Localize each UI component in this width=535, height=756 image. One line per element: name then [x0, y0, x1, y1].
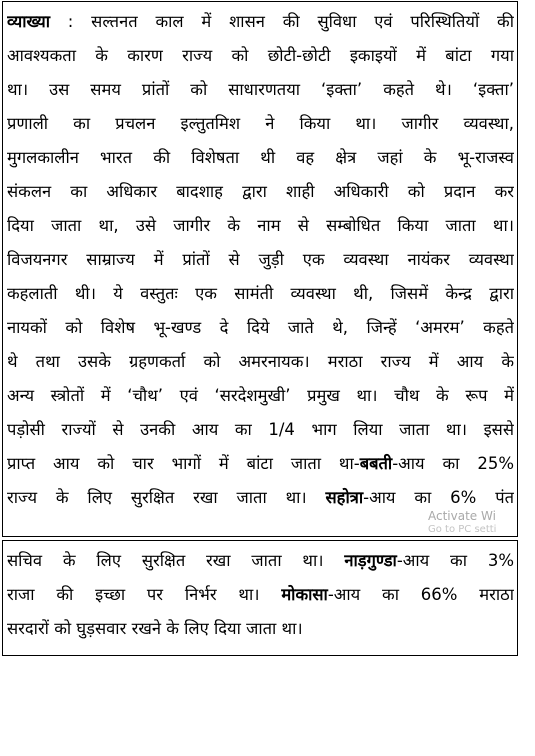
- watermark-line: Activate Wi: [428, 509, 496, 523]
- line-text: -आय का 25%: [392, 454, 514, 473]
- term-nadgunda: नाड़गुण्डा: [344, 551, 397, 570]
- text-block-continuation: [2, 540, 518, 656]
- text-line: मुगलकालीन भारत की विशेषता थी वह क्षेत्र जहां के भू-राजस्व: [7, 148, 514, 167]
- text-line: था। उस समय प्रांतों को साधारणतया ‘इक्ता’ कहते थे। ‘इक्ता’: [7, 80, 514, 99]
- line-text: राज्य के लिए सुरक्षित रखा जाता था।: [7, 488, 326, 507]
- text-line: [7, 447, 514, 481]
- text-line: [7, 544, 514, 578]
- line-text: -आय का 6% पंत: [363, 488, 514, 507]
- text-line: विजयनगर साम्राज्य में प्रांतों से जुड़ी एक व्यवस्था नायंकर व्यवस्था: [7, 250, 514, 269]
- text-line: [7, 5, 514, 39]
- line-text: : सल्तनत काल में शासन की सुविधा एवं परिस्थितियों की: [67, 12, 514, 31]
- text-line: कहलाती थी। ये वस्तुतः एक सामंती व्यवस्था थी, जिसमें केन्द्र द्वारा: [7, 284, 514, 303]
- term-babati: बबती: [359, 454, 393, 473]
- line-text: प्राप्त आय को चार भागों में बांटा जाता था-: [7, 454, 360, 473]
- text-line: नायकों को विशेष भू-खण्ड दे दिये जाते थे, जिन्हें ‘अमरम’ कहते: [7, 318, 514, 337]
- text-line: दिया जाता था, उसे जागीर के नाम से सम्बोधित किया जाता था।: [7, 216, 514, 235]
- heading-vyakhya: व्याख्या: [7, 12, 50, 31]
- text-line: संकलन का अधिकार बादशाह द्वारा शाही अधिकारी को प्रदान कर: [7, 182, 514, 201]
- text-line: [7, 578, 514, 612]
- line-text: राजा की इच्छा पर निर्भर था।: [7, 585, 282, 604]
- text-block-main: [2, 1, 518, 537]
- text-line: अन्य स्त्रोतों में ‘चौथ’ एवं ‘सरदेशमुखी’ प्रमुख था। चौथ के रूप में: [7, 386, 514, 405]
- watermark-line: Go to PC setti: [428, 524, 497, 535]
- text-line: प्रणाली का प्रचलन इल्तुतमिश ने किया था। जागीर व्यवस्था,: [7, 114, 514, 133]
- term-mokasa: मोकासा: [281, 585, 328, 604]
- line-text: -आय का 3%: [396, 551, 514, 570]
- term-sahotra: सहोत्रा: [325, 488, 364, 507]
- text-line: थे तथा उसके ग्रहणकर्ता को अमरनायक। मराठा राज्य में आय के: [7, 352, 514, 371]
- text-line: सरदारों को घुड़सवार रखने के लिए दिया जाता था।: [7, 619, 303, 638]
- line-text: -आय का 66% मराठा: [327, 585, 514, 604]
- activate-windows-watermark: [428, 510, 496, 536]
- text-line: पड़ोसी राज्यों से उनकी आय का 1/4 भाग लिया जाता था। इससे: [7, 420, 514, 439]
- text-line: आवश्यकता के कारण राज्य को छोटी-छोटी इकाइयों में बांटा गया: [7, 46, 514, 65]
- line-text: सचिव के लिए सुरक्षित रखा जाता था।: [7, 551, 345, 570]
